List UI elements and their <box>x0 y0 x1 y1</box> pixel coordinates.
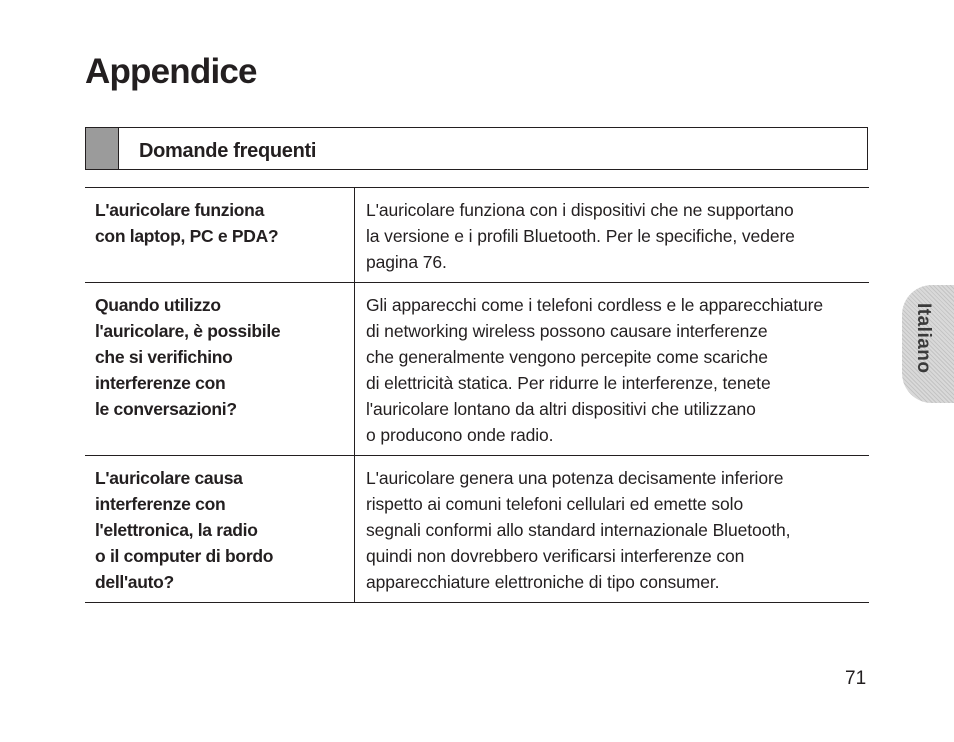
faq-answer: L'auricolare genera una potenza decisamente inferiore rispetto ai comuni telefoni cellulari ed emette solo segnali conformi allo standard internazionale Bluetooth, quindi non dovrebbero verificarsi interferenze con apparecchiature elettroniche di tipo consumer. <box>366 468 791 592</box>
faq-row <box>85 456 869 603</box>
faq-row <box>85 188 869 283</box>
faq-answer: Gli apparecchi come i telefoni cordless e le apparecchiature di networking wireless possono causare interferenze che generalmente vengono percepite come scariche di elettricità statica. Per ridurre le interferenze, tenete l'auricolare lontano da altri dispositivi che utilizzano o producono onde radio. <box>366 295 824 445</box>
faq-question: L'auricolare funziona con laptop, PC e PDA? <box>95 200 279 246</box>
faq-question: L'auricolare causa interferenze con l'elettronica, la radio o il computer di bordo dell'auto? <box>95 468 274 592</box>
faq-answer-cell <box>355 456 870 603</box>
page-title: Appendice <box>85 52 257 91</box>
faq-question: Quando utilizzo l'auricolare, è possibile che si verifichino interferenze con le conversazioni? <box>95 295 281 419</box>
language-tab <box>902 285 954 403</box>
section-header <box>85 127 868 170</box>
faq-table <box>85 187 869 603</box>
faq-answer-cell <box>355 188 870 283</box>
page-number: 71 <box>845 668 867 689</box>
faq-answer: L'auricolare funziona con i dispositivi che ne supportano la versione e i profili Bluetooth. Per le specifiche, vedere pagina 76. <box>366 200 795 272</box>
faq-row <box>85 283 869 456</box>
section-header-block <box>86 128 119 169</box>
faq-question-cell <box>85 188 355 283</box>
section-title: Domande frequenti <box>139 140 317 162</box>
faq-answer-cell <box>355 283 870 456</box>
faq-question-cell <box>85 283 355 456</box>
language-tab-label: Italiano <box>913 303 934 374</box>
faq-question-cell <box>85 456 355 603</box>
